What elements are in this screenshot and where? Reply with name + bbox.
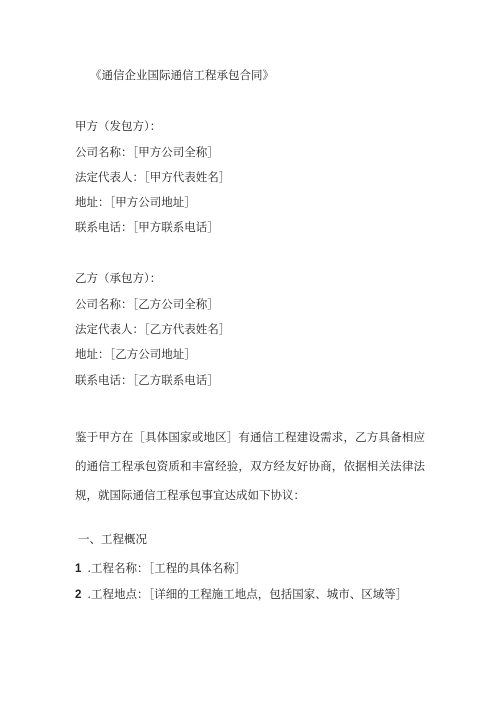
section-1-heading: 一、工程概况 <box>78 532 147 546</box>
party-a-company: 公司名称：［甲方公司全称］ <box>75 145 219 159</box>
section-1-item-2 <box>75 587 407 602</box>
party-a-phone: 联系电话：［甲方联系电话］ <box>75 220 219 234</box>
item-text: .工程名称：［工程的具体名称］ <box>87 561 247 575</box>
party-b-heading: 乙方（承包方）： <box>75 271 162 285</box>
party-a-heading: 甲方（发包方）： <box>75 119 162 133</box>
party-a-representative: 法定代表人：［甲方代表姓名］ <box>75 170 231 184</box>
item-text: .工程地点：［详细的工程施工地点，包括国家、城市、区域等］ <box>87 587 408 601</box>
contract-title: 《通信企业国际通信工程承包合同》 <box>90 68 274 82</box>
party-b-company: 公司名称：［乙方公司全称］ <box>75 297 219 311</box>
item-number: 1 <box>75 563 82 575</box>
section-1-item-1 <box>75 561 246 576</box>
preamble-paragraph: 鉴于甲方在［具体国家或地区］有通信工程建设需求，乙方具备相应的通信工程承包资质和丰富经验，双方经友好协商，依据相关法律法规，就国际通信工程承包事宜达成如下协议： <box>75 430 425 502</box>
party-b-representative: 法定代表人：［乙方代表姓名］ <box>75 322 231 336</box>
party-b-address: 地址：［乙方公司地址］ <box>75 347 196 361</box>
party-a-address: 地址：［甲方公司地址］ <box>75 195 196 209</box>
party-b-phone: 联系电话：［乙方联系电话］ <box>75 373 219 387</box>
item-number: 2 <box>75 589 82 601</box>
